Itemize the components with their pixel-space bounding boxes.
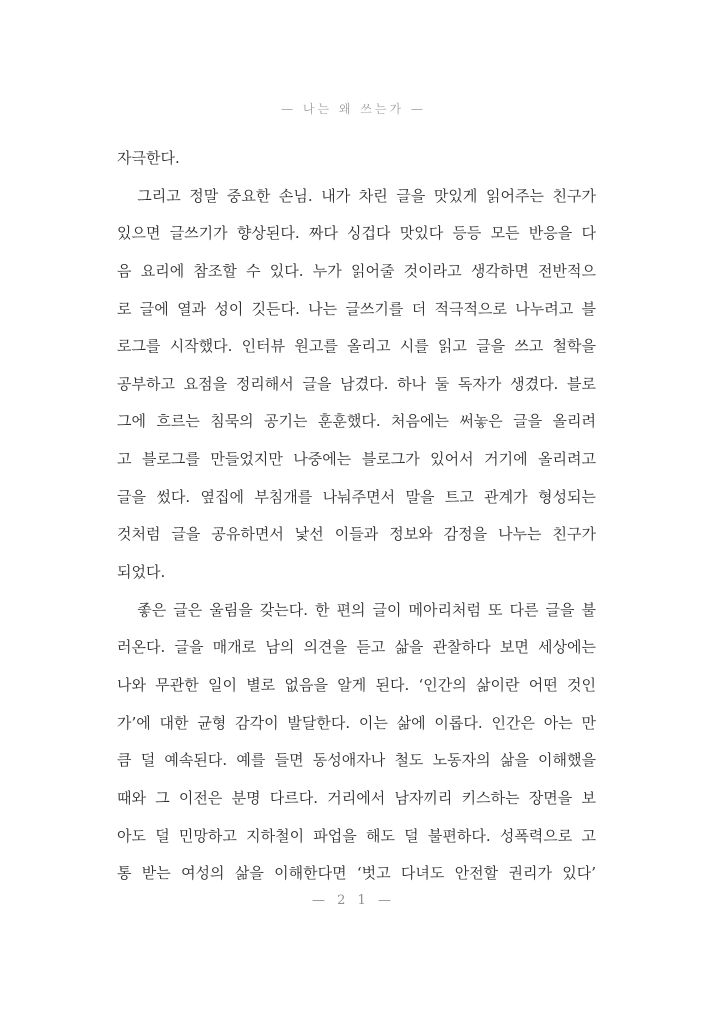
text-line: 로그를 시작했다. 인터뷰 원고를 올리고 시를 읽고 글을 쓰고 철학을 xyxy=(117,337,596,356)
text-line: 그리고 정말 중요한 손님. 내가 차린 글을 맛있게 읽어주는 친구가 xyxy=(137,186,596,205)
text-line: 있으면 글쓰기가 향상된다. 짜다 싱겁다 맛있다 등등 모든 반응을 다 xyxy=(117,224,596,243)
text-line: 되었다. xyxy=(117,563,166,582)
text-line: 것처럼 글을 공유하면서 낯선 이들과 정보와 감정을 나누는 친구가 xyxy=(117,525,596,544)
text-line: 러온다. 글을 매개로 남의 의견을 듣고 삶을 관찰하다 보면 세상에는 xyxy=(117,638,596,657)
text-line: 자극한다. xyxy=(117,149,180,167)
text-line: 글을 썼다. 옆집에 부침개를 나눠주면서 말을 트고 관계가 형성되는 xyxy=(117,487,596,506)
text-line: 공부하고 요점을 정리해서 글을 남겼다. 하나 둘 독자가 생겼다. 블로 xyxy=(117,374,596,393)
text-line: 때와 그 이전은 분명 다르다. 거리에서 남자끼리 키스하는 장면을 보 xyxy=(117,788,596,807)
text-line: 아도 덜 민망하고 지하철이 파업을 해도 덜 불편하다. 성폭력으로 고 xyxy=(117,826,596,845)
page-body-text xyxy=(117,140,596,893)
text-line: 좋은 글은 울림을 갖는다. 한 편의 글이 메아리처럼 또 다른 글을 불 xyxy=(137,600,596,619)
running-head-title: — 나는 왜 쓰는가 — xyxy=(281,102,426,116)
text-line: 그에 흐르는 침묵의 공기는 훈훈했다. 처음에는 써놓은 글을 올리려 xyxy=(117,412,596,431)
text-line: 나와 무관한 일이 별로 없음을 알게 된다. ‘인간의 삶이란 어떤 것인 xyxy=(117,675,596,694)
text-line: 음 요리에 참조할 수 있다. 누가 읽어줄 것이라고 생각하면 전반적으 xyxy=(117,261,596,280)
text-line: 고 블로그를 만들었지만 나중에는 블로그가 있어서 거기에 올리려고 xyxy=(117,450,596,469)
text-line: 가’에 대한 균형 감각이 발달한다. 이는 삶에 이롭다. 인간은 아는 만 xyxy=(117,713,596,732)
text-line: 통 받는 여성의 삶을 이해한다면 ‘벗고 다녀도 안전할 권리가 있다’ xyxy=(117,864,596,883)
page-number: — 2 1 — xyxy=(312,893,395,908)
text-line: 로 글에 열과 성이 깃든다. 나는 글쓰기를 더 적극적으로 나누려고 블 xyxy=(117,299,596,318)
text-line: 큼 덜 예속된다. 예를 들면 동성애자나 철도 노동자의 삶을 이해했을 xyxy=(117,751,596,770)
